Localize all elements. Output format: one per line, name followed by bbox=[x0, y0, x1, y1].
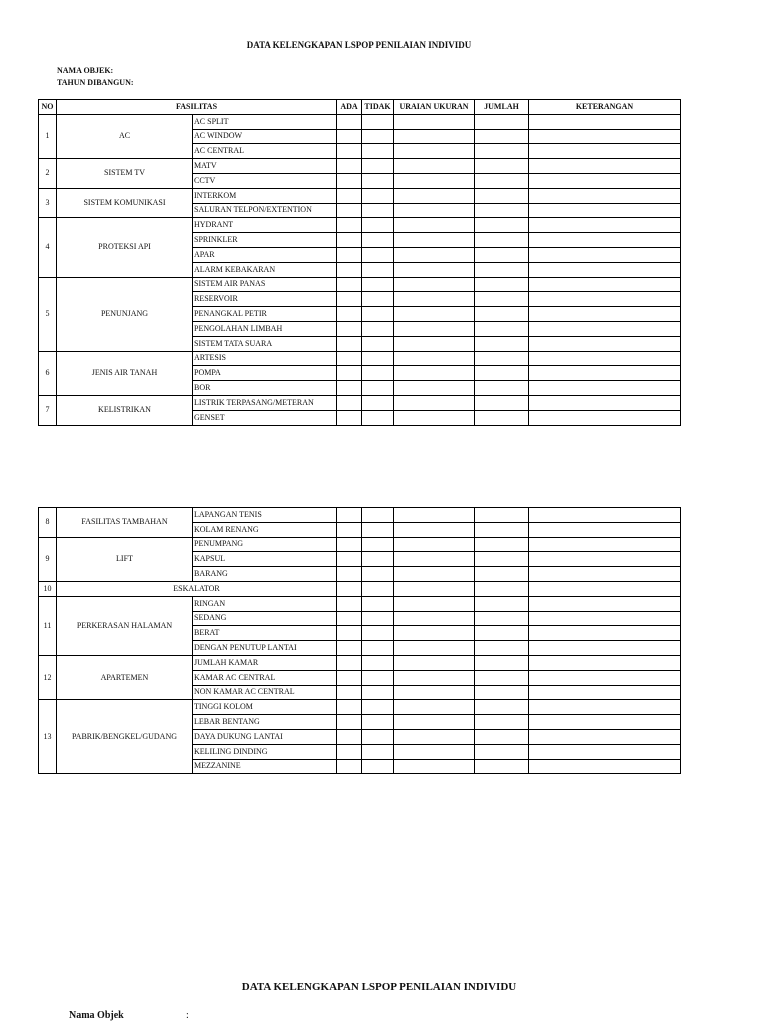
keterangan-cell[interactable] bbox=[529, 336, 681, 351]
row-number: 5 bbox=[39, 277, 57, 351]
uraian-ukuran-cell[interactable] bbox=[394, 581, 475, 596]
jumlah-cell[interactable] bbox=[475, 685, 529, 700]
tidak-cell[interactable] bbox=[362, 611, 394, 626]
jumlah-cell[interactable] bbox=[475, 567, 529, 582]
facility-name: PROTEKSI API bbox=[57, 218, 193, 277]
facility-item: SISTEM TATA SUARA bbox=[193, 336, 337, 351]
facility-item: LAPANGAN TENIS bbox=[193, 508, 337, 523]
facility-item: NON KAMAR AC CENTRAL bbox=[193, 685, 337, 700]
tidak-cell[interactable] bbox=[362, 655, 394, 670]
ada-cell[interactable] bbox=[337, 744, 362, 759]
facility-item: ARTESIS bbox=[193, 351, 337, 366]
keterangan-cell[interactable] bbox=[529, 567, 681, 582]
facility-item: APAR bbox=[193, 247, 337, 262]
tidak-cell[interactable] bbox=[362, 729, 394, 744]
ada-cell[interactable] bbox=[337, 700, 362, 715]
facility-item: RINGAN bbox=[193, 596, 337, 611]
uraian-ukuran-cell[interactable] bbox=[394, 351, 475, 366]
facility-item: INTERKOM bbox=[193, 188, 337, 203]
keterangan-cell[interactable] bbox=[529, 581, 681, 596]
facility-item: GENSET bbox=[193, 410, 337, 425]
facility-item: AC WINDOW bbox=[193, 129, 337, 144]
facility-name: JENIS AIR TANAH bbox=[57, 351, 193, 395]
keterangan-cell[interactable] bbox=[529, 537, 681, 552]
tidak-cell[interactable] bbox=[362, 522, 394, 537]
jumlah-cell[interactable] bbox=[475, 611, 529, 626]
keterangan-cell[interactable] bbox=[529, 626, 681, 641]
jumlah-cell[interactable] bbox=[475, 336, 529, 351]
row-number: 11 bbox=[39, 596, 57, 655]
facility-item: KAPSUL bbox=[193, 552, 337, 567]
tidak-cell[interactable] bbox=[362, 715, 394, 730]
uraian-ukuran-cell[interactable] bbox=[394, 188, 475, 203]
row-number: 8 bbox=[39, 508, 57, 538]
jumlah-cell[interactable] bbox=[475, 114, 529, 129]
uraian-ukuran-cell[interactable] bbox=[394, 203, 475, 218]
uraian-ukuran-cell[interactable] bbox=[394, 655, 475, 670]
facility-item: SPRINKLER bbox=[193, 233, 337, 248]
ada-cell[interactable] bbox=[337, 381, 362, 396]
tidak-cell[interactable] bbox=[362, 129, 394, 144]
row-number: 12 bbox=[39, 655, 57, 699]
jumlah-cell[interactable] bbox=[475, 188, 529, 203]
jumlah-cell[interactable] bbox=[475, 508, 529, 523]
jumlah-cell[interactable] bbox=[475, 321, 529, 336]
tidak-cell[interactable] bbox=[362, 685, 394, 700]
row-number: 10 bbox=[39, 581, 57, 596]
ada-cell[interactable] bbox=[337, 233, 362, 248]
uraian-ukuran-cell[interactable] bbox=[394, 173, 475, 188]
ada-cell[interactable] bbox=[337, 292, 362, 307]
uraian-ukuran-cell[interactable] bbox=[394, 366, 475, 381]
uraian-ukuran-cell[interactable] bbox=[394, 114, 475, 129]
facility-name: SISTEM KOMUNIKASI bbox=[57, 188, 193, 218]
table-row bbox=[39, 700, 681, 715]
ada-cell[interactable] bbox=[337, 203, 362, 218]
jumlah-cell[interactable] bbox=[475, 744, 529, 759]
facility-item: DENGAN PENUTUP LANTAI bbox=[193, 641, 337, 656]
tidak-cell[interactable] bbox=[362, 218, 394, 233]
jumlah-cell[interactable] bbox=[475, 655, 529, 670]
ada-cell[interactable] bbox=[337, 626, 362, 641]
facility-item: PENGOLAHAN LIMBAH bbox=[193, 321, 337, 336]
tidak-cell[interactable] bbox=[362, 670, 394, 685]
keterangan-cell[interactable] bbox=[529, 381, 681, 396]
tidak-cell[interactable] bbox=[362, 744, 394, 759]
ada-cell[interactable] bbox=[337, 262, 362, 277]
uraian-ukuran-cell[interactable] bbox=[394, 144, 475, 159]
jumlah-cell[interactable] bbox=[475, 173, 529, 188]
keterangan-cell[interactable] bbox=[529, 129, 681, 144]
uraian-ukuran-cell[interactable] bbox=[394, 262, 475, 277]
jumlah-cell[interactable] bbox=[475, 203, 529, 218]
keterangan-cell[interactable] bbox=[529, 685, 681, 700]
nama-objek-label: NAMA OBJEK: bbox=[57, 66, 114, 75]
header-fasilitas: FASILITAS bbox=[57, 100, 337, 115]
uraian-ukuran-cell[interactable] bbox=[394, 670, 475, 685]
row-number: 9 bbox=[39, 537, 57, 581]
facility-item: KOLAM RENANG bbox=[193, 522, 337, 537]
facility-item: MEZZANINE bbox=[193, 759, 337, 774]
uraian-ukuran-cell[interactable] bbox=[394, 700, 475, 715]
tidak-cell[interactable] bbox=[362, 144, 394, 159]
tidak-cell[interactable] bbox=[362, 188, 394, 203]
uraian-ukuran-cell[interactable] bbox=[394, 159, 475, 174]
row-number: 7 bbox=[39, 395, 57, 425]
facility-name: FASILITAS TAMBAHAN bbox=[57, 508, 193, 538]
tidak-cell[interactable] bbox=[362, 552, 394, 567]
tidak-cell[interactable] bbox=[362, 700, 394, 715]
uraian-ukuran-cell[interactable] bbox=[394, 685, 475, 700]
ada-cell[interactable] bbox=[337, 351, 362, 366]
facilities-table-2 bbox=[38, 507, 681, 774]
keterangan-cell[interactable] bbox=[529, 366, 681, 381]
tidak-cell[interactable] bbox=[362, 395, 394, 410]
keterangan-cell[interactable] bbox=[529, 670, 681, 685]
facility-item: KELILING DINDING bbox=[193, 744, 337, 759]
jumlah-cell[interactable] bbox=[475, 700, 529, 715]
keterangan-cell[interactable] bbox=[529, 655, 681, 670]
ada-cell[interactable] bbox=[337, 159, 362, 174]
facility-item: KAMAR AC CENTRAL bbox=[193, 670, 337, 685]
tidak-cell[interactable] bbox=[362, 292, 394, 307]
facility-item: LISTRIK TERPASANG/METERAN bbox=[193, 395, 337, 410]
facility-item: BARANG bbox=[193, 567, 337, 582]
uraian-ukuran-cell[interactable] bbox=[394, 641, 475, 656]
keterangan-cell[interactable] bbox=[529, 552, 681, 567]
uraian-ukuran-cell[interactable] bbox=[394, 626, 475, 641]
ada-cell[interactable] bbox=[337, 567, 362, 582]
facility-item: BERAT bbox=[193, 626, 337, 641]
facility-name: KELISTRIKAN bbox=[57, 395, 193, 425]
facility-item: PENANGKAL PETIR bbox=[193, 307, 337, 322]
facility-item: RESERVOIR bbox=[193, 292, 337, 307]
facility-item: MATV bbox=[193, 159, 337, 174]
header-tidak: TIDAK bbox=[362, 100, 394, 115]
tidak-cell[interactable] bbox=[362, 567, 394, 582]
keterangan-cell[interactable] bbox=[529, 277, 681, 292]
jumlah-cell[interactable] bbox=[475, 759, 529, 774]
keterangan-cell[interactable] bbox=[529, 292, 681, 307]
jumlah-cell[interactable] bbox=[475, 522, 529, 537]
facility-item: SALURAN TELPON/EXTENTION bbox=[193, 203, 337, 218]
tidak-cell[interactable] bbox=[362, 277, 394, 292]
tidak-cell[interactable] bbox=[362, 759, 394, 774]
table-row bbox=[39, 395, 681, 410]
keterangan-cell[interactable] bbox=[529, 700, 681, 715]
tidak-cell[interactable] bbox=[362, 366, 394, 381]
table-row bbox=[39, 351, 681, 366]
facility-item: PENUMPANG bbox=[193, 537, 337, 552]
uraian-ukuran-cell[interactable] bbox=[394, 537, 475, 552]
ada-cell[interactable] bbox=[337, 522, 362, 537]
keterangan-cell[interactable] bbox=[529, 395, 681, 410]
tidak-cell[interactable] bbox=[362, 410, 394, 425]
keterangan-cell[interactable] bbox=[529, 159, 681, 174]
ada-cell[interactable] bbox=[337, 715, 362, 730]
jumlah-cell[interactable] bbox=[475, 552, 529, 567]
table-row bbox=[39, 159, 681, 174]
header-keterangan: KETERANGAN bbox=[529, 100, 681, 115]
uraian-ukuran-cell[interactable] bbox=[394, 381, 475, 396]
ada-cell[interactable] bbox=[337, 611, 362, 626]
ada-cell[interactable] bbox=[337, 144, 362, 159]
tidak-cell[interactable] bbox=[362, 381, 394, 396]
tahun-dibangun-label: TAHUN DIBANGUN: bbox=[57, 78, 134, 87]
table-row bbox=[39, 655, 681, 670]
ada-cell[interactable] bbox=[337, 537, 362, 552]
tidak-cell[interactable] bbox=[362, 159, 394, 174]
ada-cell[interactable] bbox=[337, 729, 362, 744]
tidak-cell[interactable] bbox=[362, 307, 394, 322]
ada-cell[interactable] bbox=[337, 336, 362, 351]
facility-name: SISTEM TV bbox=[57, 159, 193, 189]
jumlah-cell[interactable] bbox=[475, 351, 529, 366]
tidak-cell[interactable] bbox=[362, 233, 394, 248]
uraian-ukuran-cell[interactable] bbox=[394, 522, 475, 537]
tidak-cell[interactable] bbox=[362, 626, 394, 641]
jumlah-cell[interactable] bbox=[475, 292, 529, 307]
keterangan-cell[interactable] bbox=[529, 262, 681, 277]
facility-item: SISTEM AIR PANAS bbox=[193, 277, 337, 292]
ada-cell[interactable] bbox=[337, 307, 362, 322]
uraian-ukuran-cell[interactable] bbox=[394, 715, 475, 730]
uraian-ukuran-cell[interactable] bbox=[394, 307, 475, 322]
jumlah-cell[interactable] bbox=[475, 395, 529, 410]
uraian-ukuran-cell[interactable] bbox=[394, 218, 475, 233]
tidak-cell[interactable] bbox=[362, 641, 394, 656]
uraian-ukuran-cell[interactable] bbox=[394, 508, 475, 523]
facility-name: PABRIK/BENGKEL/GUDANG bbox=[57, 700, 193, 774]
tidak-cell[interactable] bbox=[362, 262, 394, 277]
page-title: DATA KELENGKAPAN LSPOP PENILAIAN INDIVIDU bbox=[246, 40, 472, 50]
tidak-cell[interactable] bbox=[362, 321, 394, 336]
jumlah-cell[interactable] bbox=[475, 129, 529, 144]
keterangan-cell[interactable] bbox=[529, 744, 681, 759]
facility-item: AC SPLIT bbox=[193, 114, 337, 129]
keterangan-cell[interactable] bbox=[529, 611, 681, 626]
keterangan-cell[interactable] bbox=[529, 218, 681, 233]
ada-cell[interactable] bbox=[337, 685, 362, 700]
keterangan-cell[interactable] bbox=[529, 173, 681, 188]
table-row bbox=[39, 537, 681, 552]
jumlah-cell[interactable] bbox=[475, 159, 529, 174]
footer-colon: : bbox=[186, 1010, 189, 1021]
jumlah-cell[interactable] bbox=[475, 410, 529, 425]
facility-name: PENUNJANG bbox=[57, 277, 193, 351]
row-number: 1 bbox=[39, 114, 57, 158]
facility-name: APARTEMEN bbox=[57, 655, 193, 699]
facility-item: BOR bbox=[193, 381, 337, 396]
facility-item: AC CENTRAL bbox=[193, 144, 337, 159]
ada-cell[interactable] bbox=[337, 670, 362, 685]
facility-item: ALARM KEBAKARAN bbox=[193, 262, 337, 277]
uraian-ukuran-cell[interactable] bbox=[394, 233, 475, 248]
facility-item: POMPA bbox=[193, 366, 337, 381]
ada-cell[interactable] bbox=[337, 129, 362, 144]
ada-cell[interactable] bbox=[337, 395, 362, 410]
ada-cell[interactable] bbox=[337, 173, 362, 188]
header-no: NO bbox=[39, 100, 57, 115]
row-number: 2 bbox=[39, 159, 57, 189]
ada-cell[interactable] bbox=[337, 366, 362, 381]
jumlah-cell[interactable] bbox=[475, 715, 529, 730]
row-number: 4 bbox=[39, 218, 57, 277]
jumlah-cell[interactable] bbox=[475, 218, 529, 233]
facility-item: HYDRANT bbox=[193, 218, 337, 233]
facility-name: LIFT bbox=[57, 537, 193, 581]
uraian-ukuran-cell[interactable] bbox=[394, 292, 475, 307]
uraian-ukuran-cell[interactable] bbox=[394, 395, 475, 410]
ada-cell[interactable] bbox=[337, 596, 362, 611]
keterangan-cell[interactable] bbox=[529, 351, 681, 366]
table-row bbox=[39, 277, 681, 292]
table-row bbox=[39, 581, 681, 596]
keterangan-cell[interactable] bbox=[529, 203, 681, 218]
keterangan-cell[interactable] bbox=[529, 759, 681, 774]
jumlah-cell[interactable] bbox=[475, 581, 529, 596]
jumlah-cell[interactable] bbox=[475, 670, 529, 685]
facility-item: SEDANG bbox=[193, 611, 337, 626]
row-number: 6 bbox=[39, 351, 57, 395]
jumlah-cell[interactable] bbox=[475, 596, 529, 611]
tidak-cell[interactable] bbox=[362, 537, 394, 552]
jumlah-cell[interactable] bbox=[475, 626, 529, 641]
facility-name: PERKERASAN HALAMAN bbox=[57, 596, 193, 655]
ada-cell[interactable] bbox=[337, 655, 362, 670]
ada-cell[interactable] bbox=[337, 581, 362, 596]
jumlah-cell[interactable] bbox=[475, 381, 529, 396]
facility-name: AC bbox=[57, 114, 193, 158]
ada-cell[interactable] bbox=[337, 277, 362, 292]
jumlah-cell[interactable] bbox=[475, 366, 529, 381]
ada-cell[interactable] bbox=[337, 188, 362, 203]
ada-cell[interactable] bbox=[337, 641, 362, 656]
table-row bbox=[39, 188, 681, 203]
jumlah-cell[interactable] bbox=[475, 277, 529, 292]
facilities-table-1 bbox=[38, 99, 681, 426]
facility-item: DAYA DUKUNG LANTAI bbox=[193, 729, 337, 744]
facility-name: ESKALATOR bbox=[57, 581, 337, 596]
row-number: 3 bbox=[39, 188, 57, 218]
jumlah-cell[interactable] bbox=[475, 729, 529, 744]
keterangan-cell[interactable] bbox=[529, 321, 681, 336]
footer-title: DATA KELENGKAPAN LSPOP PENILAIAN INDIVIDU bbox=[241, 981, 517, 993]
ada-cell[interactable] bbox=[337, 552, 362, 567]
table-row bbox=[39, 114, 681, 129]
header-uraian-ukuran: URAIAN UKURAN bbox=[394, 100, 475, 115]
table-row bbox=[39, 218, 681, 233]
ada-cell[interactable] bbox=[337, 759, 362, 774]
uraian-ukuran-cell[interactable] bbox=[394, 247, 475, 262]
uraian-ukuran-cell[interactable] bbox=[394, 729, 475, 744]
uraian-ukuran-cell[interactable] bbox=[394, 336, 475, 351]
uraian-ukuran-cell[interactable] bbox=[394, 759, 475, 774]
uraian-ukuran-cell[interactable] bbox=[394, 321, 475, 336]
table-row bbox=[39, 508, 681, 523]
jumlah-cell[interactable] bbox=[475, 233, 529, 248]
table-row bbox=[39, 596, 681, 611]
keterangan-cell[interactable] bbox=[529, 729, 681, 744]
uraian-ukuran-cell[interactable] bbox=[394, 410, 475, 425]
jumlah-cell[interactable] bbox=[475, 144, 529, 159]
facility-item: CCTV bbox=[193, 173, 337, 188]
tidak-cell[interactable] bbox=[362, 114, 394, 129]
keterangan-cell[interactable] bbox=[529, 522, 681, 537]
tidak-cell[interactable] bbox=[362, 581, 394, 596]
keterangan-cell[interactable] bbox=[529, 508, 681, 523]
jumlah-cell[interactable] bbox=[475, 537, 529, 552]
uraian-ukuran-cell[interactable] bbox=[394, 567, 475, 582]
ada-cell[interactable] bbox=[337, 247, 362, 262]
tidak-cell[interactable] bbox=[362, 508, 394, 523]
keterangan-cell[interactable] bbox=[529, 247, 681, 262]
uraian-ukuran-cell[interactable] bbox=[394, 552, 475, 567]
keterangan-cell[interactable] bbox=[529, 307, 681, 322]
keterangan-cell[interactable] bbox=[529, 596, 681, 611]
uraian-ukuran-cell[interactable] bbox=[394, 277, 475, 292]
facility-item: JUMLAH KAMAR bbox=[193, 655, 337, 670]
header-jumlah: JUMLAH bbox=[475, 100, 529, 115]
tidak-cell[interactable] bbox=[362, 203, 394, 218]
ada-cell[interactable] bbox=[337, 410, 362, 425]
keterangan-cell[interactable] bbox=[529, 233, 681, 248]
tidak-cell[interactable] bbox=[362, 596, 394, 611]
keterangan-cell[interactable] bbox=[529, 144, 681, 159]
tidak-cell[interactable] bbox=[362, 173, 394, 188]
header-ada: ADA bbox=[337, 100, 362, 115]
uraian-ukuran-cell[interactable] bbox=[394, 596, 475, 611]
jumlah-cell[interactable] bbox=[475, 262, 529, 277]
footer-nama-objek-label: Nama Objek bbox=[69, 1010, 124, 1021]
row-number: 13 bbox=[39, 700, 57, 774]
ada-cell[interactable] bbox=[337, 114, 362, 129]
tidak-cell[interactable] bbox=[362, 351, 394, 366]
keterangan-cell[interactable] bbox=[529, 114, 681, 129]
ada-cell[interactable] bbox=[337, 321, 362, 336]
uraian-ukuran-cell[interactable] bbox=[394, 744, 475, 759]
facility-item: LEBAR BENTANG bbox=[193, 715, 337, 730]
table-header-row bbox=[39, 100, 681, 115]
jumlah-cell[interactable] bbox=[475, 641, 529, 656]
uraian-ukuran-cell[interactable] bbox=[394, 129, 475, 144]
keterangan-cell[interactable] bbox=[529, 715, 681, 730]
tidak-cell[interactable] bbox=[362, 247, 394, 262]
jumlah-cell[interactable] bbox=[475, 307, 529, 322]
ada-cell[interactable] bbox=[337, 508, 362, 523]
jumlah-cell[interactable] bbox=[475, 247, 529, 262]
keterangan-cell[interactable] bbox=[529, 410, 681, 425]
tidak-cell[interactable] bbox=[362, 336, 394, 351]
keterangan-cell[interactable] bbox=[529, 641, 681, 656]
ada-cell[interactable] bbox=[337, 218, 362, 233]
uraian-ukuran-cell[interactable] bbox=[394, 611, 475, 626]
facility-item: TINGGI KOLOM bbox=[193, 700, 337, 715]
keterangan-cell[interactable] bbox=[529, 188, 681, 203]
